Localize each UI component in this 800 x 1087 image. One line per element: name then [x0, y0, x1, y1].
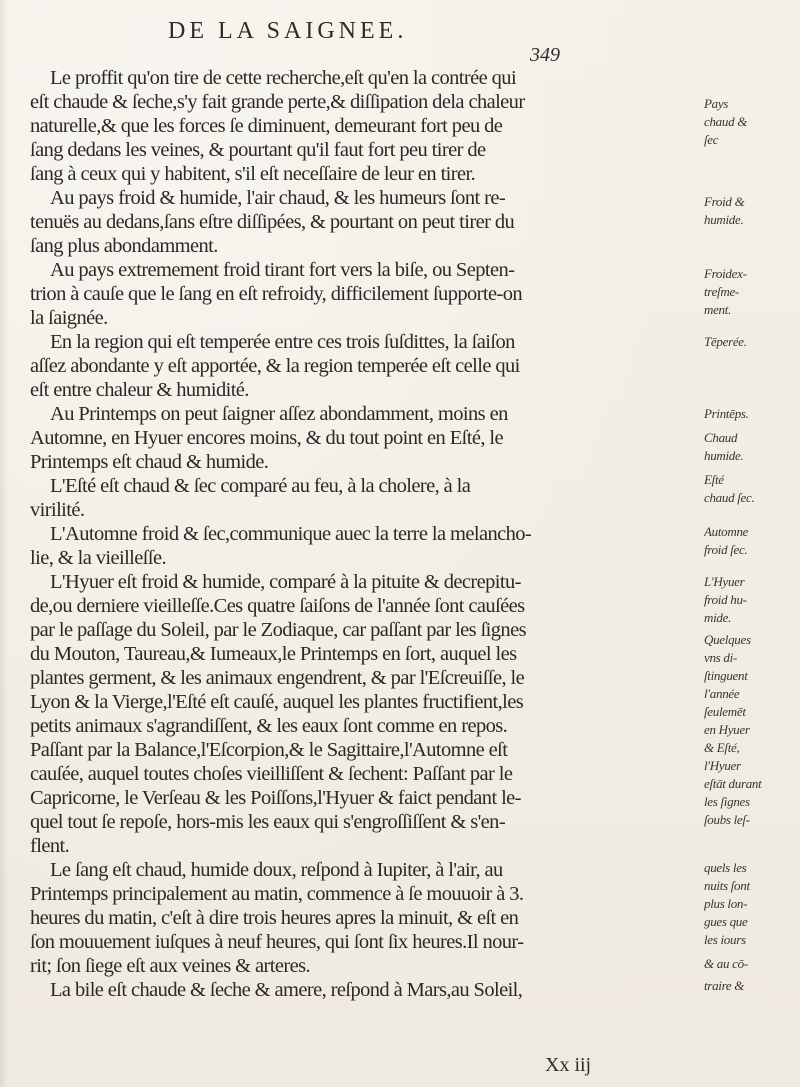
- text-line: plantes germent, & les animaux engendrent, & par l'Eſcreuiſſe, le: [30, 667, 525, 689]
- margin-note: froid ſec.: [704, 542, 748, 557]
- text-line: lie, & la vieilleſſe.: [30, 547, 166, 569]
- margin-note: ſoubs leſ-: [704, 812, 750, 827]
- margin-note: les ſignes: [704, 794, 750, 809]
- page-fold-shadow: [0, 0, 8, 1087]
- margin-note: nuits ſont: [704, 878, 750, 893]
- margin-note: Froidex-: [704, 266, 747, 281]
- margin-note: l'année: [704, 686, 740, 701]
- text-line: Printemps principalement au matin, commence à ſe mouuoir à 3.: [30, 883, 524, 905]
- text-line: L'Hyuer eſt froid & humide, comparé à la pituite & decrepitu-: [50, 571, 521, 593]
- text-line: trion à cauſe que le ſang en eſt refroidy, difficilement ſupporte-on: [30, 283, 523, 305]
- margin-note: froid hu-: [704, 592, 747, 607]
- text-line: virilité.: [30, 499, 85, 521]
- text-line: ſon mouuement iuſques à neuf heures, qui ſont ſix heures.Il nour-: [30, 931, 524, 953]
- text-line: petits animaux s'agrandiſſent, & les eaux ſont comme en repos.: [30, 715, 508, 737]
- text-line: Automne, en Hyuer encores moins, & du tout point en Eſté, le: [30, 427, 503, 449]
- text-line: Paſſant par la Balance,l'Eſcorpion,& le Sagittaire,l'Automne eſt: [30, 739, 508, 761]
- text-line: Capricorne, le Verſeau & les Poiſſons,l'Hyuer & faict pendant le-: [30, 787, 521, 809]
- margin-note: gues que: [704, 914, 748, 929]
- margin-note: traire &: [704, 978, 745, 993]
- running-head: DE LA SAIGNEE.: [168, 18, 408, 44]
- text-line: L'Automne froid & ſec,communique auec la terre la melancho-: [50, 523, 532, 545]
- margin-note: L'Hyuer: [704, 574, 745, 589]
- text-line: Lyon & la Vierge,l'Eſté eſt cauſé, auquel les plantes fructifient,les: [30, 691, 524, 713]
- page-number: 349: [530, 44, 560, 66]
- text-line: L'Eſté eſt chaud & ſec comparé au feu, à la cholere, à la: [50, 475, 471, 497]
- margin-note: quels les: [704, 860, 747, 875]
- margin-note: humide.: [704, 212, 744, 227]
- margin-note: Printēps.: [704, 406, 749, 421]
- margin-note: chaud ſec.: [704, 490, 755, 505]
- margin-note: treſme-: [704, 284, 739, 299]
- text-line: flent.: [30, 835, 70, 857]
- text-line: Au pays froid & humide, l'air chaud, & les humeurs ſont re-: [50, 187, 506, 209]
- margin-note: ſec: [704, 132, 719, 147]
- text-line: de,ou derniere vieilleſſe.Ces quatre ſaiſons de l'année ſont cauſées: [30, 595, 525, 617]
- margin-note: & Eſté,: [704, 740, 740, 755]
- text-line: ſang plus abondamment.: [30, 235, 218, 257]
- margin-note: Froid &: [704, 194, 745, 209]
- text-line: heures du matin, c'eſt à dire trois heures apres la minuit, & eſt en: [30, 907, 519, 929]
- margin-note: vns di-: [704, 650, 737, 665]
- margin-note: en Hyuer: [704, 722, 750, 737]
- text-line: du Mouton, Taureau,& Iumeaux,le Printemps en ſort, auquel les: [30, 643, 517, 665]
- text-line: Au Printemps on peut ſaigner aſſez abondamment, moins en: [50, 403, 508, 425]
- margin-note: Chaud: [704, 430, 738, 445]
- text-line: eſt entre chaleur & humidité.: [30, 379, 249, 401]
- margin-note: chaud &: [704, 114, 748, 129]
- text-line: cauſée, auquel toutes choſes vieilliſſent & ſechent: Paſſant par le: [30, 763, 513, 785]
- text-line: eſt chaude & ſeche,s'y fait grande perte,& diſſipation dela chaleur: [30, 91, 525, 113]
- text-line: ſang dedans les veines, & pourtant qu'il faut fort peu tirer de: [30, 139, 486, 161]
- margin-note: ment.: [704, 302, 732, 317]
- text-line: par le paſſage du Soleil, par le Zodiaque, car paſſant par les ſignes: [30, 619, 526, 641]
- margin-note: humide.: [704, 448, 744, 463]
- margin-note: les iours: [704, 932, 746, 947]
- text-line: Le proffit qu'on tire de cette recherche,eſt qu'en la contrée qui: [50, 67, 517, 89]
- text-line: la ſaignée.: [30, 307, 108, 329]
- text-line: ſang à ceux qui y habitent, s'il eſt neceſſaire de leur en tirer.: [30, 163, 476, 185]
- text-line: Au pays extremement froid tirant fort vers la biſe, ou Septen-: [50, 259, 515, 281]
- margin-note: mide.: [704, 610, 732, 625]
- margin-note: eſtāt durant: [704, 776, 762, 791]
- margin-note: Pays: [704, 96, 729, 111]
- text-line: tenuës au dedans,ſans eſtre diſſipées, & pourtant on peut tirer du: [30, 211, 515, 233]
- text-line: Le ſang eſt chaud, humide doux, reſpond à Iupiter, à l'air, au: [50, 859, 503, 881]
- signature-mark: Xx iij: [545, 1054, 592, 1076]
- margin-note: Eſté: [704, 472, 724, 487]
- margin-note: Automne: [704, 524, 749, 539]
- text-line: quel tout ſe repoſe, hors-mis les eaux qui s'engroſſiſſent & s'en-: [30, 811, 506, 833]
- text-line: Printemps eſt chaud & humide.: [30, 451, 269, 473]
- text-line: naturelle,& que les forces ſe diminuent, demeurant fort peu de: [30, 115, 503, 137]
- text-line: En la region qui eſt temperée entre ces trois ſuſdittes, la ſaiſon: [50, 331, 515, 353]
- text-line: rit; ſon ſiege eſt aux veines & arteres.: [30, 955, 310, 977]
- margin-note: ſtinguent: [704, 668, 748, 683]
- text-line: aſſez abondante y eſt apportée, & la region temperée eſt celle qui: [30, 355, 520, 377]
- margin-note: plus lon-: [704, 896, 748, 911]
- margin-note: Tēperée.: [704, 334, 747, 349]
- margin-note: l'Hyuer: [704, 758, 741, 773]
- margin-note: & au cō-: [704, 956, 748, 971]
- margin-note: ſeulemēt: [704, 704, 746, 719]
- margin-note: Quelques: [704, 632, 751, 647]
- text-line: La bile eſt chaude & ſeche & amere, reſpond à Mars,au Soleil,: [50, 979, 523, 1001]
